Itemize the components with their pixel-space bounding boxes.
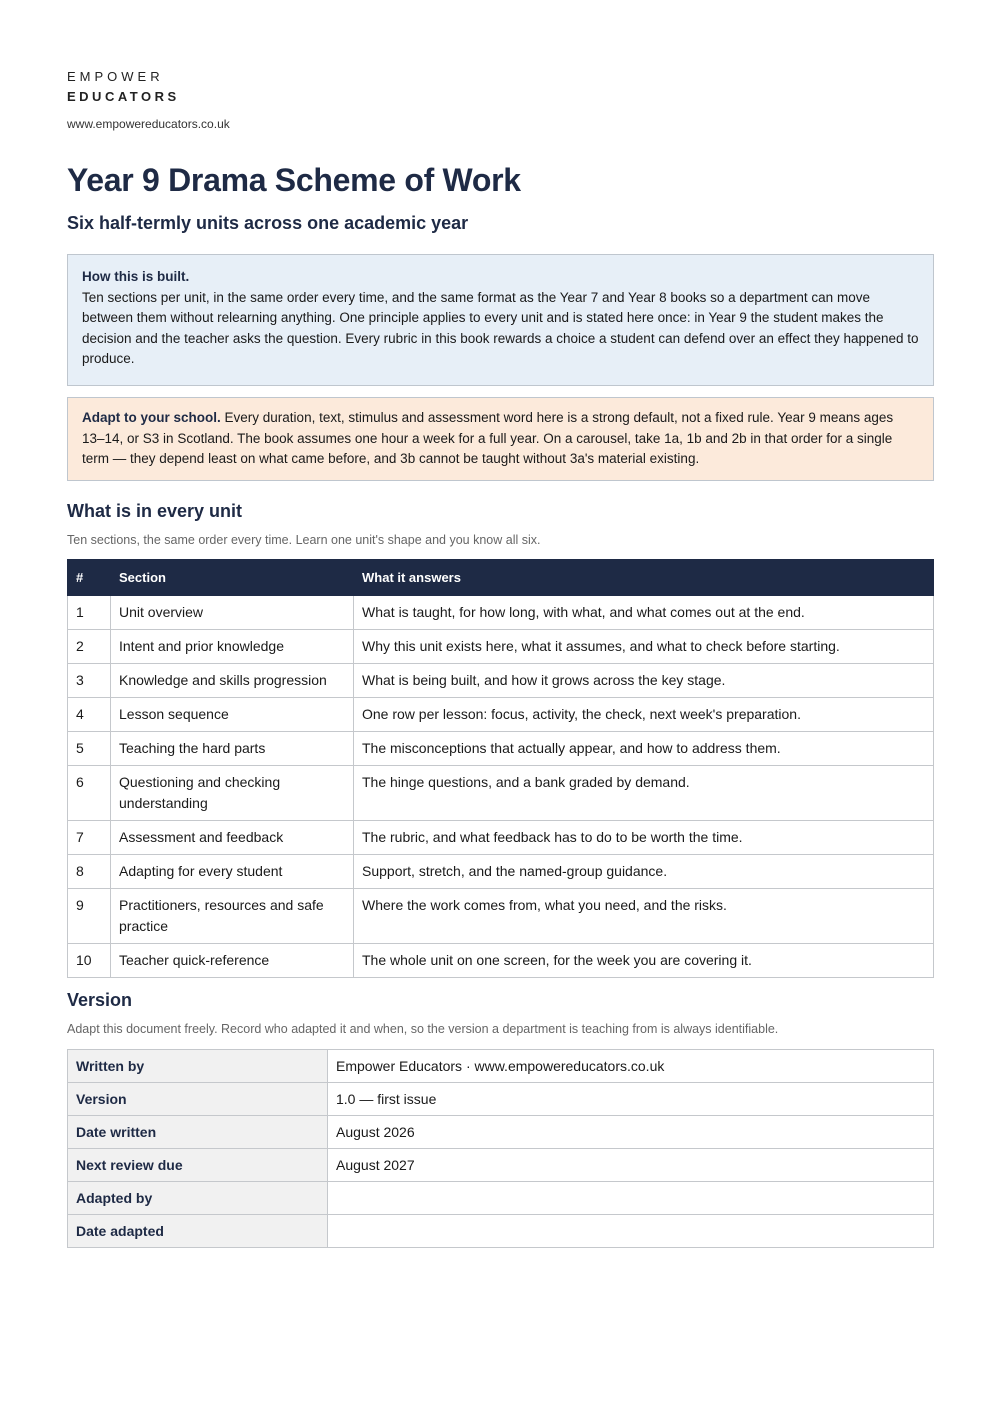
row-answer: Support, stretch, and the named-group guidance. xyxy=(354,855,934,889)
row-number: 4 xyxy=(68,698,111,732)
version-row xyxy=(68,1215,934,1248)
row-number: 10 xyxy=(68,944,111,978)
row-section: Intent and prior knowledge xyxy=(111,630,354,664)
brand-line-1: EMPOWER xyxy=(67,69,164,84)
version-key: Written by xyxy=(68,1050,328,1083)
version-value: Empower Educators · www.empowereducators.co.uk xyxy=(328,1050,934,1083)
table-row xyxy=(68,698,934,732)
column-header-answer: What it answers xyxy=(354,560,934,596)
adapt-text: Every duration, text, stimulus and assessment word here is a strong default, not a fixed rule. Year 9 means ages 13–14, or S3 in Scotland. The book assumes one hour a week for a full year. On a carousel, take 1a, 1b and 2b in that order for a single term — they depend least on what came before, and 3b cannot be taught without 3a's material existing. xyxy=(82,410,894,466)
row-answer: Why this unit exists here, what it assumes, and what to check before starting. xyxy=(354,630,934,664)
version-key: Date written xyxy=(68,1116,328,1149)
version-key: Version xyxy=(68,1083,328,1116)
row-section: Knowledge and skills progression xyxy=(111,664,354,698)
row-section: Assessment and feedback xyxy=(111,821,354,855)
version-heading: Version xyxy=(67,990,133,1010)
row-section: Teacher quick-reference xyxy=(111,944,354,978)
brand-url: www.empowereducators.co.uk xyxy=(67,117,230,131)
version-value-date-adapted[interactable] xyxy=(328,1215,934,1248)
table-row xyxy=(68,630,934,664)
row-number: 2 xyxy=(68,630,111,664)
table-row xyxy=(68,944,934,978)
how-built-text: Ten sections per unit, in the same order every time, and the same format as the Year 7 and Year 8 books so a department can move between them without relearning anything. One principle applies to every unit and is stated here once: in Year 9 the student makes the decision and the teacher asks the question. Every rubric in this book rewards a choice a student can defend over an effect they happened to produce. xyxy=(82,289,919,366)
table-row xyxy=(68,596,934,630)
table-header-row xyxy=(68,560,934,596)
row-answer: The misconceptions that actually appear, and how to address them. xyxy=(354,732,934,766)
table-row xyxy=(68,821,934,855)
how-built-heading: How this is built. xyxy=(82,269,190,284)
version-note: Adapt this document freely. Record who adapted it and when, so the version a department is teaching from is always identifiable. xyxy=(67,1022,779,1036)
version-row xyxy=(68,1116,934,1149)
row-number: 3 xyxy=(68,664,111,698)
how-built-callout xyxy=(67,254,934,386)
row-answer: What is taught, for how long, with what, and what comes out at the end. xyxy=(354,596,934,630)
row-number: 5 xyxy=(68,732,111,766)
row-answer: The hinge questions, and a bank graded by demand. xyxy=(354,766,934,821)
row-answer: Where the work comes from, what you need, and the risks. xyxy=(354,889,934,944)
brand-line-2: EDUCATORS xyxy=(67,89,180,104)
table-row xyxy=(68,855,934,889)
version-value: August 2027 xyxy=(328,1149,934,1182)
column-header-number: # xyxy=(68,560,111,596)
row-number: 9 xyxy=(68,889,111,944)
version-table xyxy=(67,1049,934,1248)
row-number: 6 xyxy=(68,766,111,821)
version-row xyxy=(68,1182,934,1215)
row-answer: The whole unit on one screen, for the week you are covering it. xyxy=(354,944,934,978)
version-key: Date adapted xyxy=(68,1215,328,1248)
version-row xyxy=(68,1050,934,1083)
row-answer: The rubric, and what feedback has to do to be worth the time. xyxy=(354,821,934,855)
row-number: 8 xyxy=(68,855,111,889)
version-value: August 2026 xyxy=(328,1116,934,1149)
row-section: Practitioners, resources and safe practice xyxy=(111,889,354,944)
row-section: Unit overview xyxy=(111,596,354,630)
row-section: Adapting for every student xyxy=(111,855,354,889)
row-number: 1 xyxy=(68,596,111,630)
version-key: Next review due xyxy=(68,1149,328,1182)
row-answer: One row per lesson: focus, activity, the check, next week's preparation. xyxy=(354,698,934,732)
table-row xyxy=(68,732,934,766)
column-header-section: Section xyxy=(111,560,354,596)
row-section: Lesson sequence xyxy=(111,698,354,732)
table-row xyxy=(68,766,934,821)
units-note: Ten sections, the same order every time. Learn one unit's shape and you know all six. xyxy=(67,533,541,547)
page-subtitle: Six half-termly units across one academic year xyxy=(67,213,469,233)
row-answer: What is being built, and how it grows across the key stage. xyxy=(354,664,934,698)
page-title: Year 9 Drama Scheme of Work xyxy=(67,162,521,198)
version-row xyxy=(68,1083,934,1116)
table-row xyxy=(68,889,934,944)
row-section: Teaching the hard parts xyxy=(111,732,354,766)
adapt-heading: Adapt to your school. xyxy=(82,410,221,425)
version-value-adapted-by[interactable] xyxy=(328,1182,934,1215)
version-row xyxy=(68,1149,934,1182)
row-number: 7 xyxy=(68,821,111,855)
row-section: Questioning and checking understanding xyxy=(111,766,354,821)
unit-sections-table xyxy=(67,559,934,978)
version-value: 1.0 — first issue xyxy=(328,1083,934,1116)
table-row xyxy=(68,664,934,698)
version-key: Adapted by xyxy=(68,1182,328,1215)
units-heading: What is in every unit xyxy=(67,501,243,521)
adapt-callout xyxy=(67,397,934,481)
